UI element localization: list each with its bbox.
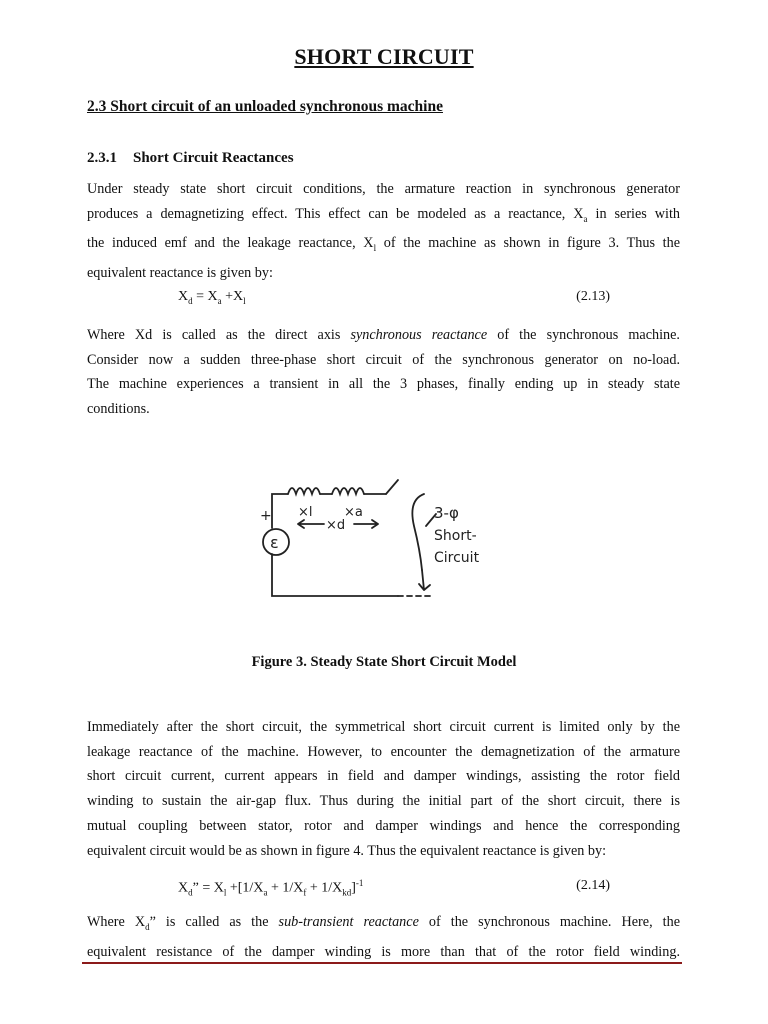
footer-rule [82, 962, 682, 964]
paragraph-immediately-after [87, 715, 680, 863]
text-line: Where $X_d$” is called as the sub-transient reactance of the synchronous machine. Here, the [87, 914, 680, 932]
subsection-title: Short Circuit Reactances [133, 150, 294, 166]
text-line: winding to sustain the air-gap flux. Thus during the initial part of the short circuit, there is [87, 793, 680, 810]
text-line: equivalent circuit would be as shown in figure 4. Thus the equivalent reactance is given by: [87, 842, 607, 859]
xl-label: ×l [298, 505, 313, 520]
text-line: Immediately after the short circuit, the symmetrical short circuit current is limited only by the [87, 719, 680, 735]
arrow-left [298, 520, 324, 528]
text-line: Consider now a sudden three-phase short circuit of the synchronous generator on no-load. [87, 351, 680, 368]
text-line: equivalent resistance of the damper winding is more than that of the rotor field winding. [87, 943, 680, 960]
document-title: SHORT CIRCUIT [294, 44, 474, 69]
inductor-xa [332, 488, 364, 494]
wire-left [272, 554, 398, 596]
subsection-number: 2.3.1 [87, 150, 117, 166]
text-line: Where Xd is called as the direct axis synchronous reactance of the synchronous machine. [87, 327, 680, 343]
figure-caption: Figure 3. Steady State Short Circuit Model [251, 654, 517, 670]
text-line: The machine experiences a transient in all the 3 phases, finally ending up in steady state [87, 376, 680, 393]
arrow-down [419, 570, 430, 590]
section-heading: 2.3 Short circuit of an unloaded synchronous machine [87, 98, 443, 115]
equation-expression: $X_d$” = $X_l +[1/X_a + 1/X_f + 1/X_{kd}]^{-1}$ [178, 878, 364, 898]
paragraph-sub-transient [87, 910, 680, 964]
text-line: Under steady state short circuit conditions, the armature reaction in synchronous generator [87, 181, 680, 197]
short-label: Short- [434, 528, 477, 544]
wire-top-left [272, 494, 288, 528]
plus-sign: + [260, 508, 272, 524]
text-line: equivalent reactance is given by: [87, 264, 273, 281]
text-line: short circuit current, current appears in field and damper windings, assisting the rotor field [87, 768, 680, 785]
brace-left [412, 494, 424, 570]
text-line: the induced emf and the leakage reactance, $X_l$ of the machine as shown in figure 3. Thus the [87, 235, 680, 254]
text-line: mutual coupling between stator, rotor and damper windings and hence the corresponding [87, 817, 680, 834]
subsection-heading [87, 150, 294, 167]
text-line: leakage reactance of the machine. However, to encounter the demagnetization of the armature [87, 743, 680, 760]
equation-number: (2.14) [576, 878, 610, 893]
phase-label: 3-φ [434, 504, 459, 522]
switch-blade [386, 480, 398, 494]
arrow-right [354, 520, 378, 528]
paragraph-steady-state [87, 177, 680, 285]
text-line: conditions. [87, 401, 150, 418]
equation-expression: $X_d = X_a +X_l$ [178, 289, 246, 306]
xd-label: ×d [326, 518, 346, 533]
inductor-xl [288, 488, 320, 494]
xa-label: ×a [344, 505, 363, 520]
paragraph-direct-axis [87, 323, 680, 422]
text-line: produces a demagnetizing effect. This effect can be modeled as a reactance, $X_a$ in series with [87, 205, 680, 224]
circuit-label: Circuit [434, 550, 480, 566]
equation-number: (2.13) [576, 289, 610, 304]
emf-label: ε [270, 533, 279, 552]
circuit-sketch [258, 466, 518, 606]
